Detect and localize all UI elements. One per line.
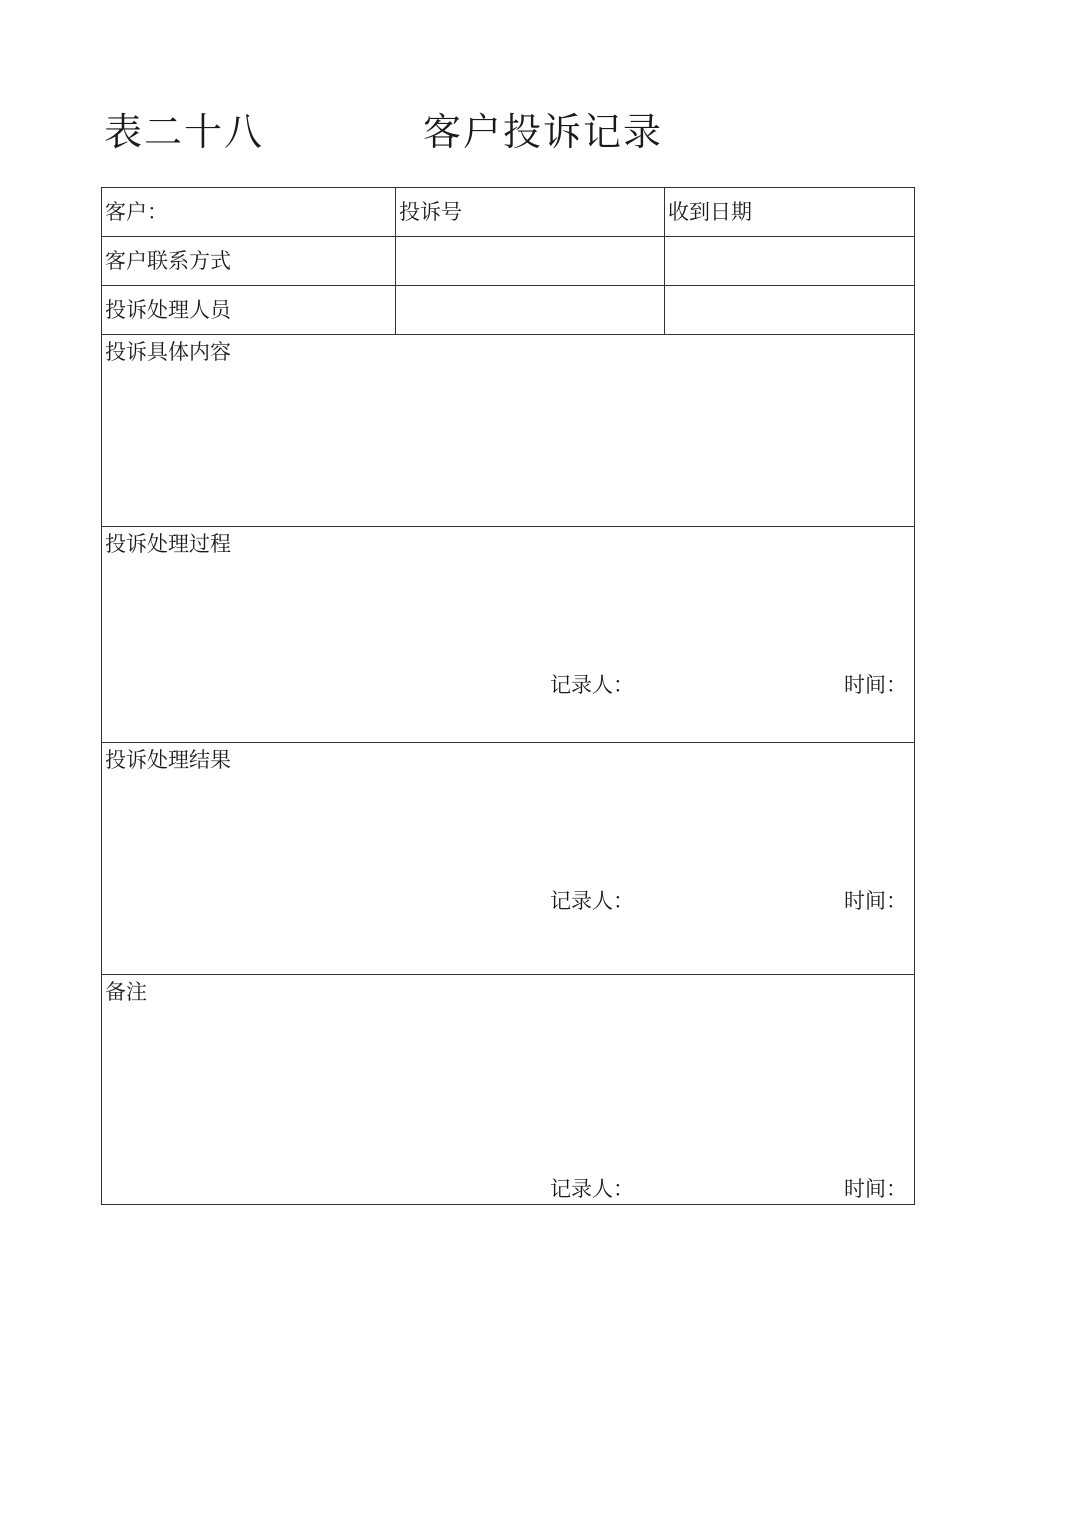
remarks-label: 备注 [105,980,147,1004]
result-time-label: 时间： [844,889,907,913]
contact-label: 客户联系方式 [105,249,231,273]
remarks-cell[interactable] [101,974,915,1205]
contact-extra-cell[interactable] [664,236,915,286]
complaint-details-label: 投诉具体内容 [105,340,231,364]
contact-label-cell [101,236,396,286]
customer-label: 客户： [105,200,168,224]
handling-result-cell[interactable] [101,742,915,975]
handling-process-cell[interactable] [101,526,915,743]
complaint-number-cell[interactable] [395,187,665,237]
complaint-details-cell[interactable] [101,334,915,527]
handler-label-cell [101,285,396,335]
remarks-recorder-label: 记录人： [550,1177,634,1201]
complaint-number-label: 投诉号 [399,200,462,224]
process-recorder-label: 记录人： [550,673,634,697]
handler-label: 投诉处理人员 [105,298,231,322]
handling-result-label: 投诉处理结果 [105,748,231,772]
result-recorder-label: 记录人： [550,889,634,913]
handler-extra-cell[interactable] [664,285,915,335]
handling-process-label: 投诉处理过程 [105,532,231,556]
process-time-label: 时间： [844,673,907,697]
contact-value-cell[interactable] [395,236,665,286]
complaint-form [101,187,915,1205]
remarks-time-label: 时间： [844,1177,907,1201]
table-number: 表二十八 [104,110,265,154]
received-date-label: 收到日期 [668,200,752,224]
page-title: 客户投诉记录 [423,110,664,154]
customer-cell[interactable] [101,187,396,237]
received-date-cell[interactable] [664,187,915,237]
handler-value-cell[interactable] [395,285,665,335]
